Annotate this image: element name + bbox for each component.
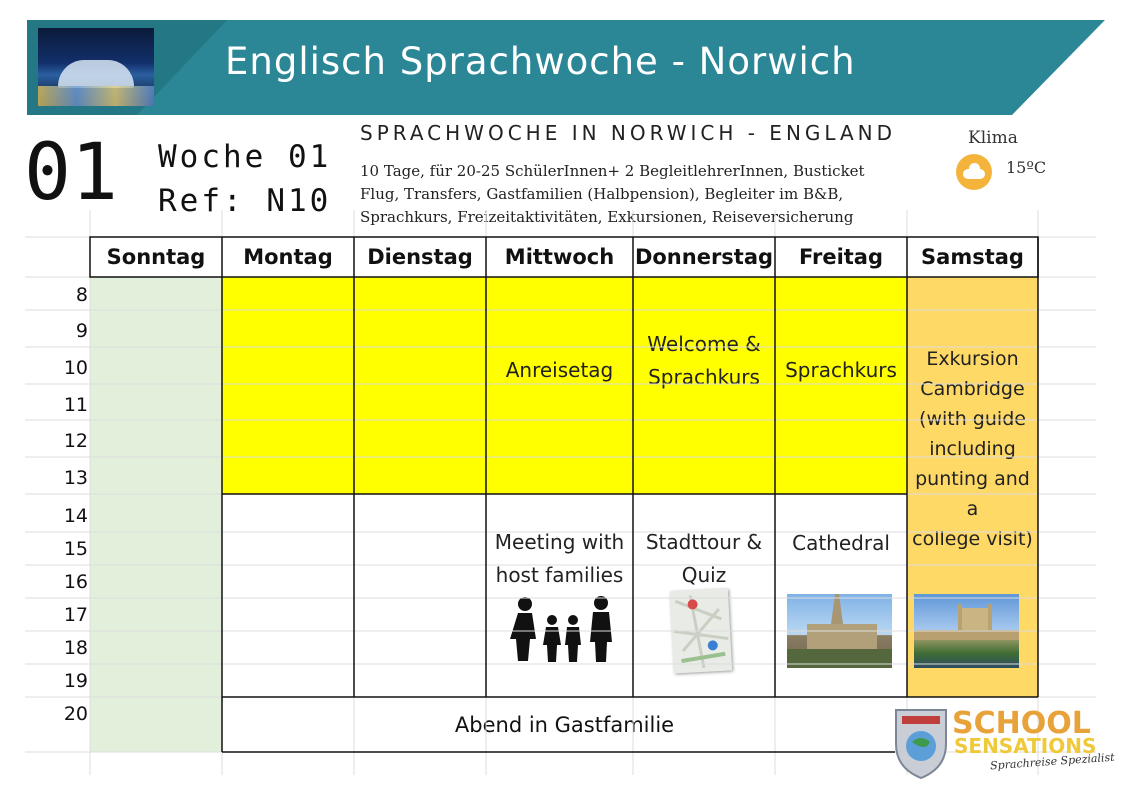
- samstag-line: punting and a: [915, 468, 1030, 520]
- samstag-line: (with guide: [919, 408, 1026, 430]
- hour-label: 11: [63, 394, 88, 416]
- day-header-samstag: Samstag: [921, 245, 1024, 269]
- hour-label: 9: [75, 320, 88, 342]
- page-title: Englisch Sprachwoche - Norwich: [225, 40, 856, 83]
- logo-tagline: Sprachreise Spezialist: [989, 750, 1115, 773]
- donnerstag-morning-line2: Sprachkurs: [648, 364, 760, 389]
- hour-label: 16: [63, 571, 88, 593]
- description-line: 10 Tage, für 20-25 SchülerInnen+ 2 BegleitlehrerInnen, Busticket: [360, 162, 865, 180]
- hour-label: 17: [63, 604, 88, 626]
- day-header-mittwoch: Mittwoch: [504, 245, 615, 269]
- hour-label: 19: [63, 670, 88, 692]
- mittwoch-afternoon-line2: host families: [495, 563, 624, 587]
- donnerstag-afternoon-line2: Quiz: [681, 563, 727, 587]
- samstag-line: college visit): [912, 528, 1033, 550]
- donnerstag-morning-line1: Welcome &: [647, 331, 761, 356]
- logo-sensations: SENSATIONS: [954, 734, 1097, 758]
- temperature: 15ºC: [1006, 158, 1047, 177]
- week-label: Woche 01: [158, 139, 332, 175]
- freitag-afternoon-text: Cathedral: [792, 530, 890, 555]
- hour-label: 14: [63, 505, 88, 527]
- hour-label: 18: [63, 637, 88, 659]
- klima-label: Klima: [968, 128, 1018, 148]
- samstag-line: Cambridge: [920, 378, 1025, 400]
- freitag-morning-text: Sprachkurs: [785, 358, 897, 382]
- hour-label: 13: [63, 467, 88, 489]
- day-header-sonntag: Sonntag: [106, 245, 206, 269]
- hour-label: 20: [63, 703, 88, 725]
- samstag-line: Exkursion: [926, 348, 1019, 370]
- hour-label: 8: [75, 284, 88, 306]
- hour-label: 12: [63, 430, 88, 452]
- day-header-dienstag: Dienstag: [367, 245, 473, 269]
- reference-code: Ref: N10: [158, 183, 332, 219]
- description-line: Flug, Transfers, Gastfamilien (Halbpension), Begleiter im B&B,: [360, 185, 844, 203]
- mittwoch-morning-text: Anreisetag: [505, 358, 614, 382]
- logo-school: SCHOOL: [952, 706, 1091, 741]
- day-header-montag: Montag: [243, 245, 333, 269]
- hour-label: 15: [63, 538, 88, 560]
- evening-host-family: Abend in Gastfamilie: [454, 712, 675, 737]
- day-header-donnerstag: Donnerstag: [634, 245, 774, 269]
- week-number: 01: [24, 128, 118, 218]
- trip-subtitle: SPRACHWOCHE IN NORWICH - ENGLAND: [360, 121, 897, 145]
- mittwoch-afternoon-line1: Meeting with: [494, 530, 625, 554]
- hour-label: 10: [63, 357, 88, 379]
- donnerstag-afternoon-line1: Stadttour &: [645, 530, 763, 554]
- day-header-freitag: Freitag: [798, 245, 884, 269]
- samstag-line: including: [929, 438, 1016, 460]
- description-line: Sprachkurs, Freizeitaktivitäten, Exkursionen, Reiseversicherung: [360, 208, 854, 226]
